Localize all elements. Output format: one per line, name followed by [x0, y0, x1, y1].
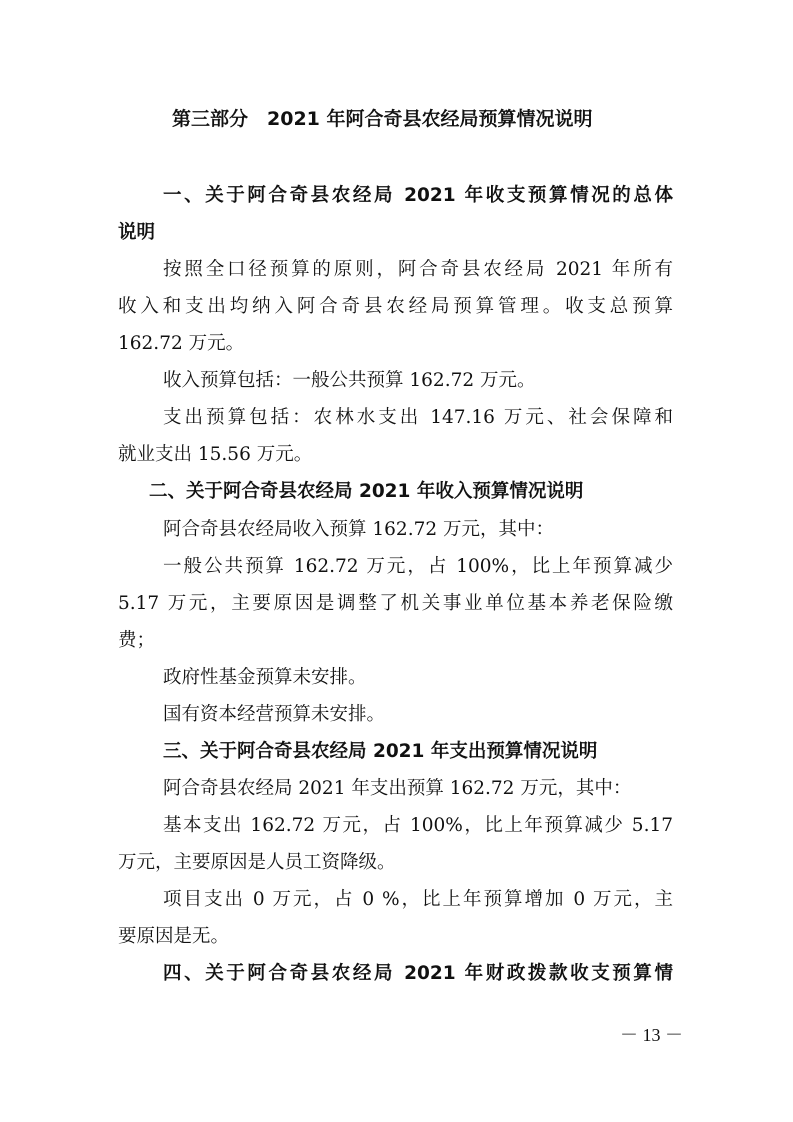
s1-para-2-line-1: 收入预算包括：一般公共预算 162.72 万元。	[163, 370, 536, 391]
section-2-heading: 二、关于阿合奇县农经局 2021 年收入预算情况说明	[149, 481, 584, 502]
s2-para-2-line-3: 费；	[118, 630, 156, 651]
s1-para-1-line-3: 162.72 万元。	[118, 333, 245, 354]
section-3-heading: 三、关于阿合奇县农经局 2021 年支出预算情况说明	[163, 741, 598, 762]
s2-para-4-line-1: 国有资本经营预算未安排。	[163, 704, 386, 725]
page-number: － 13 －	[620, 1025, 683, 1045]
s3-para-2-line-1: 基本支出 162.72 万元，占 100%，比上年预算减少 5.17	[163, 815, 673, 836]
s3-para-1-line-1: 阿合奇县农经局 2021 年支出预算 162.72 万元，其中：	[163, 778, 632, 799]
s3-para-3-line-1: 项目支出 0 万元，占 0 %，比上年预算增加 0 万元，主	[163, 889, 673, 910]
s1-para-1-line-1: 按照全口径预算的原则，阿合奇县农经局 2021 年所有	[163, 259, 673, 280]
section-4-heading: 四、关于阿合奇县农经局 2021 年财政拨款收支预算情	[163, 963, 673, 984]
s2-para-2-line-2: 5.17 万元，主要原因是调整了机关事业单位基本养老保险缴	[118, 593, 673, 614]
page-title: 第三部分 2021 年阿合奇县农经局预算情况说明	[172, 108, 593, 130]
s2-para-2-line-1: 一般公共预算 162.72 万元，占 100%，比上年预算减少	[163, 556, 673, 577]
section-1-heading-line-1: 一、关于阿合奇县农经局 2021 年收支预算情况的总体	[163, 185, 673, 206]
s2-para-3-line-1: 政府性基金预算未安排。	[163, 667, 367, 688]
s2-para-1-line-1: 阿合奇县农经局收入预算 162.72 万元，其中：	[163, 519, 554, 540]
s3-para-3-line-2: 要原因是无。	[118, 926, 230, 947]
s1-para-3-line-2: 就业支出 15.56 万元。	[118, 444, 313, 465]
s3-para-2-line-2: 万元，主要原因是人员工资降级。	[118, 852, 396, 873]
s1-para-3-line-1: 支出预算包括：农林水支出 147.16 万元、社会保障和	[163, 407, 673, 428]
s1-para-1-line-2: 收入和支出均纳入阿合奇县农经局预算管理。收支总预算	[118, 296, 673, 317]
section-1-heading-line-2: 说明	[118, 222, 156, 243]
